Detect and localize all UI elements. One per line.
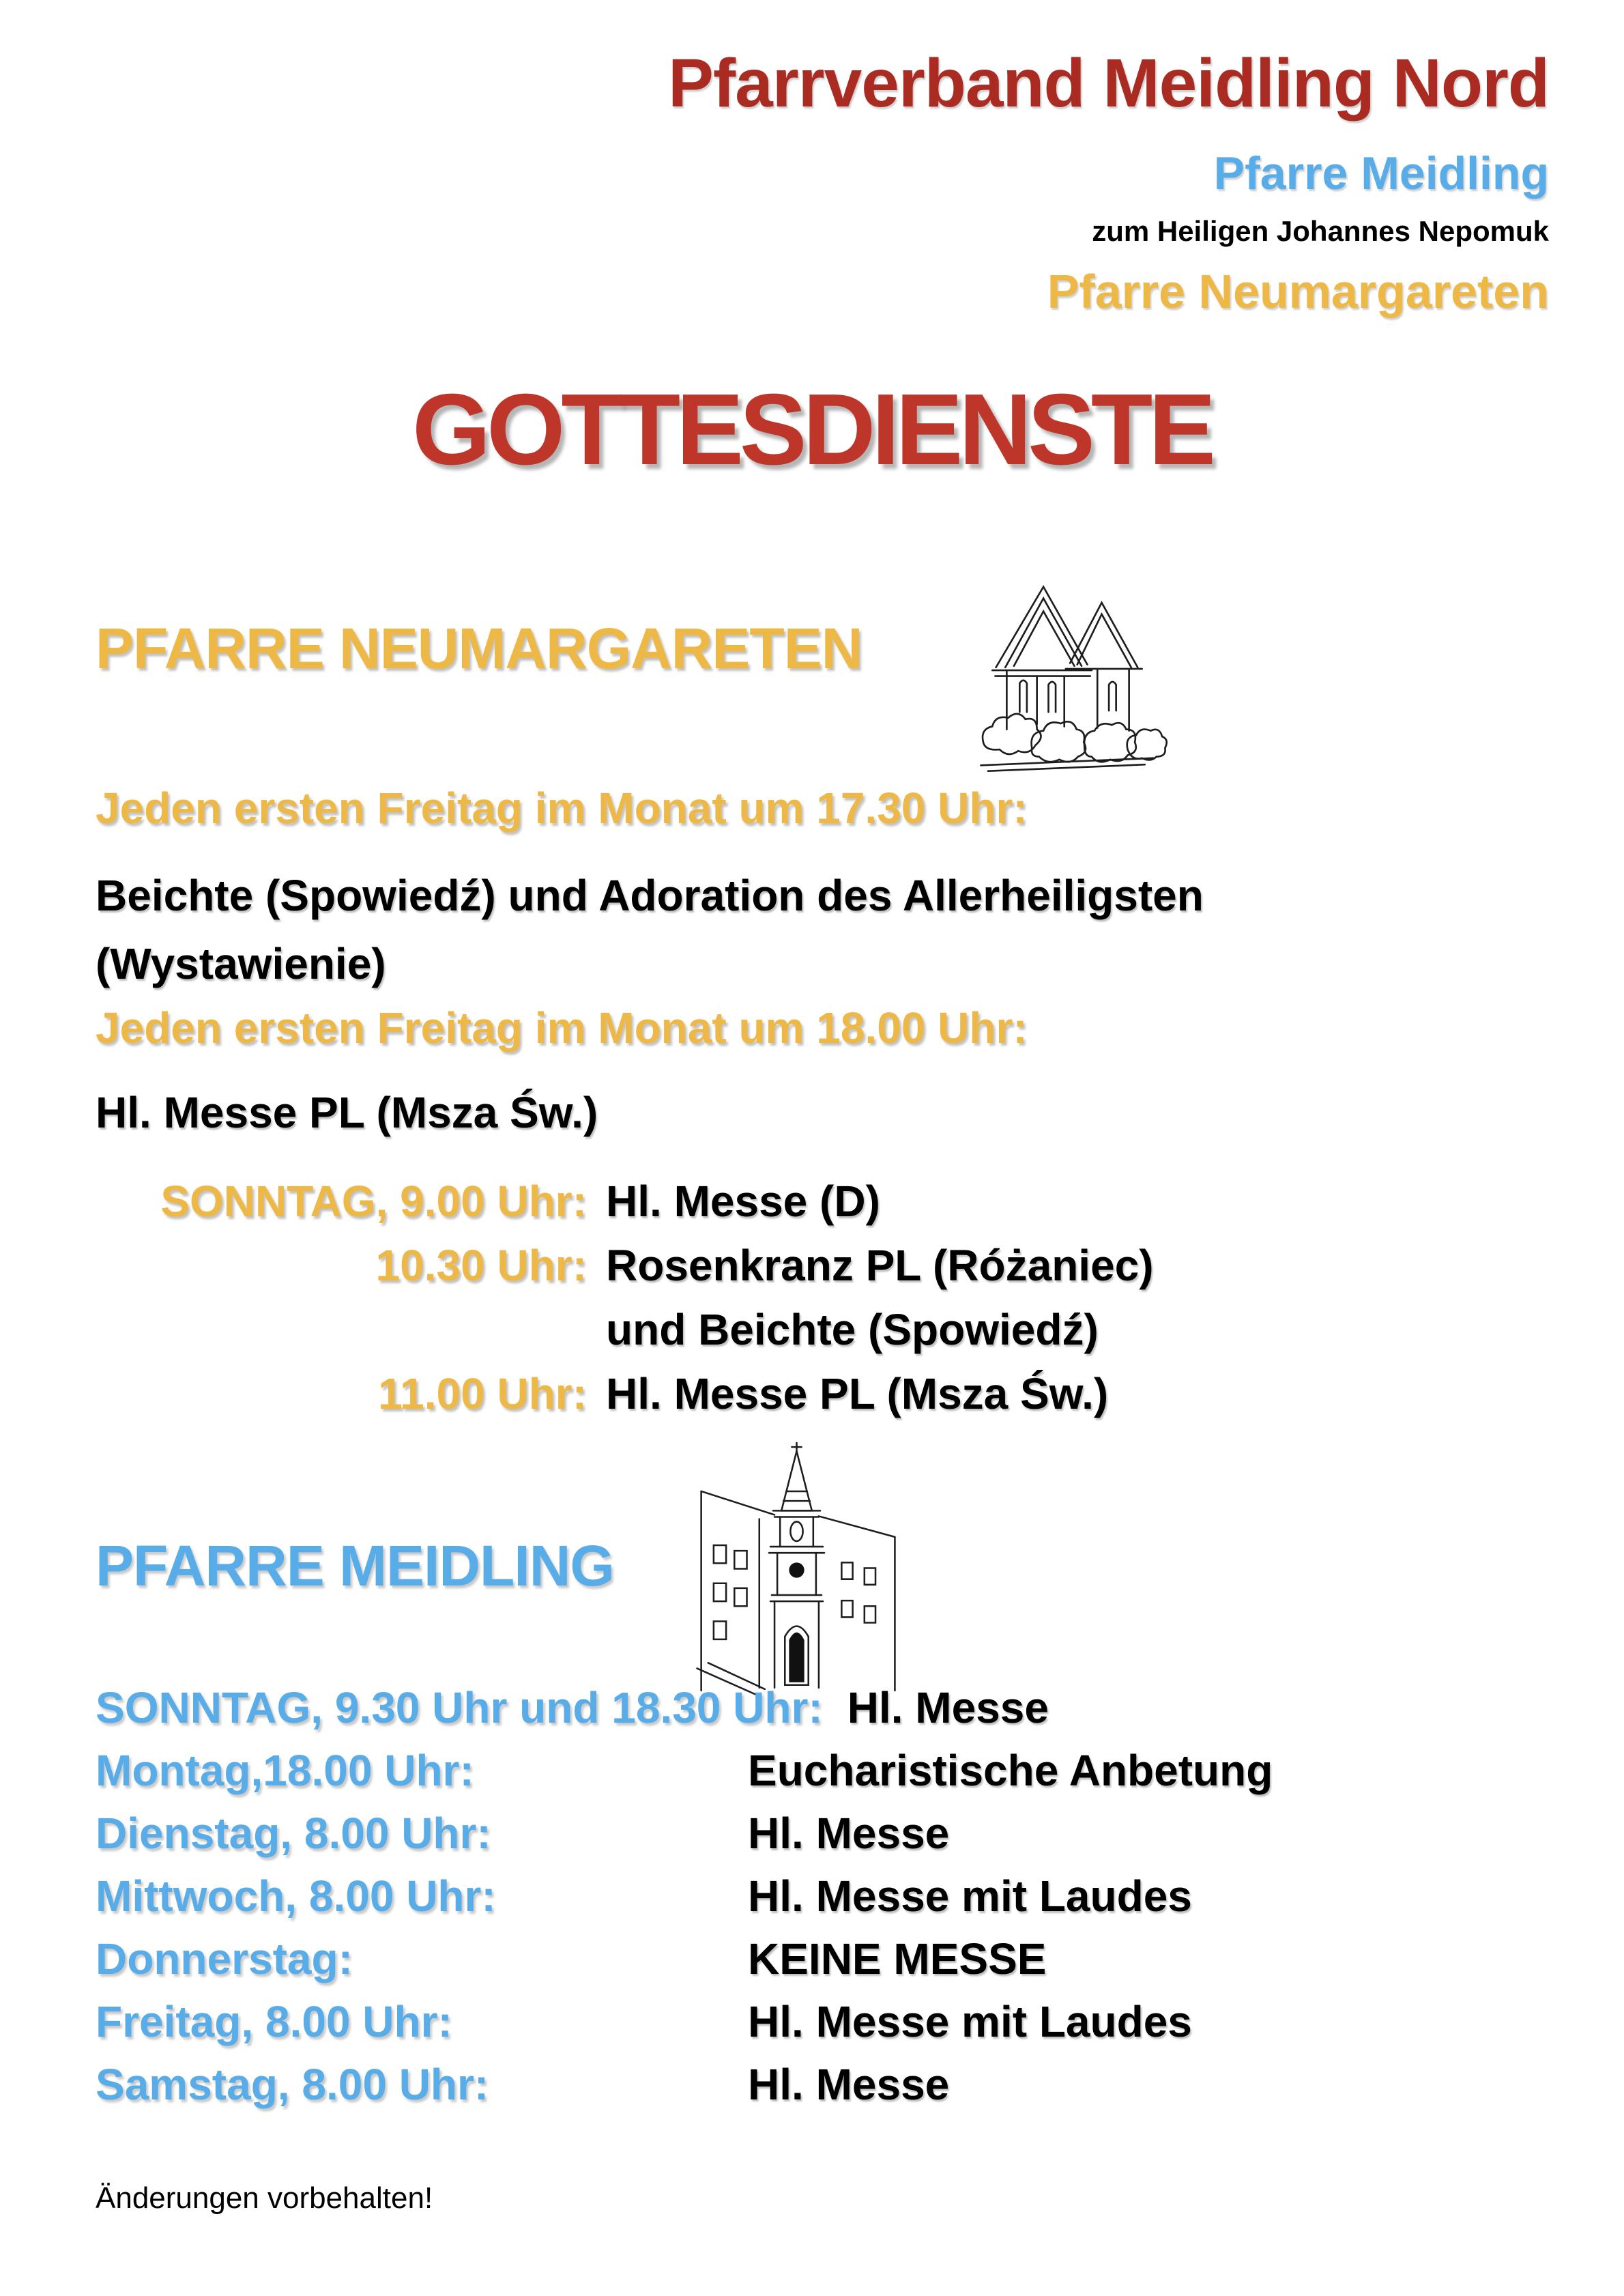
meidling-schedule-row: [96, 1934, 1047, 1983]
meidling-schedule-row: [96, 1997, 1192, 2046]
neumargareten-first-friday-1800-label: Jeden ersten Freitag im Monat um 18.00 Uhr:: [96, 1003, 1028, 1052]
time-label: 11.00 Uhr:: [378, 1369, 587, 1418]
day-time-label: Dienstag, 8.00 Uhr:: [96, 1809, 491, 1858]
meidling-schedule-row: [96, 1746, 1273, 1795]
service-label: Hl. Messe PL (Msza Św.): [606, 1369, 1109, 1418]
day-time-label: Samstag, 8.00 Uhr:: [96, 2060, 489, 2109]
main-title: GOTTESDIENSTE: [412, 373, 1212, 486]
time-label: SONNTAG, 9.00 Uhr:: [160, 1177, 587, 1226]
service-label: Hl. Messe mit Laudes: [748, 1871, 1192, 1921]
time-label: 10.30 Uhr:: [375, 1241, 587, 1290]
header: [668, 45, 1549, 318]
footer-note: Änderungen vorbehalten!: [96, 2181, 433, 2215]
neumargareten-sunday-row: [96, 1369, 1109, 1418]
neumargareten-first-friday-1730-label: Jeden ersten Freitag im Monat um 17.30 Uhr:: [96, 784, 1028, 833]
service-label: Hl. Messe: [748, 2060, 950, 2109]
neumargareten-sunday-row: [96, 1241, 1154, 1290]
meidling-schedule-row: [96, 1809, 950, 1858]
service-label: Rosenkranz PL (Różaniec): [606, 1241, 1154, 1290]
neumargareten-first-friday-1800-value: Hl. Messe PL (Msza Św.): [96, 1088, 598, 1137]
day-time-label: Freitag, 8.00 Uhr:: [96, 1997, 452, 2046]
meidling-schedule-row: [96, 2060, 950, 2109]
header-parish-meidling: Pfarre Meidling: [1213, 147, 1549, 199]
day-time-label: SONNTAG, 9.30 Uhr und 18.30 Uhr:: [96, 1683, 823, 1732]
meidling-schedule-row: [96, 1871, 1192, 1921]
service-label: Eucharistische Anbetung: [748, 1746, 1273, 1795]
meidling-church-icon: [693, 1441, 901, 1697]
day-time-label: Donnerstag:: [96, 1934, 353, 1983]
neumargareten-church-icon: [955, 577, 1180, 775]
neumargareten-section-title: PFARRE NEUMARGARETEN: [96, 616, 862, 680]
day-time-label: Montag,18.00 Uhr:: [96, 1746, 474, 1795]
header-parish-meidling-subtitle: zum Heiligen Johannes Nepomuk: [1092, 215, 1549, 247]
neumargareten-first-friday-1730-value-line1: Beichte (Spowiedź) und Adoration des Allerheiligsten: [96, 871, 1204, 920]
neumargareten-sunday-row-continuation: und Beichte (Spowiedź): [606, 1305, 1099, 1354]
service-label: Hl. Messe mit Laudes: [748, 1997, 1192, 2046]
meidling-schedule-row: [96, 1683, 1049, 1732]
service-label: KEINE MESSE: [748, 1934, 1047, 1983]
day-time-label: Mittwoch, 8.00 Uhr:: [96, 1871, 496, 1921]
meidling-section-title: PFARRE MEIDLING: [96, 1534, 614, 1598]
header-parish-neumargareten: Pfarre Neumargareten: [1047, 265, 1549, 318]
service-label: Hl. Messe: [748, 1809, 950, 1858]
neumargareten-sunday-row: [96, 1177, 880, 1226]
service-label: Hl. Messe (D): [606, 1177, 880, 1226]
service-label: Hl. Messe: [847, 1683, 1049, 1732]
neumargareten-first-friday-1730-value-line2: (Wystawienie): [96, 939, 386, 988]
page-title: Pfarrverband Meidling Nord: [668, 45, 1549, 121]
